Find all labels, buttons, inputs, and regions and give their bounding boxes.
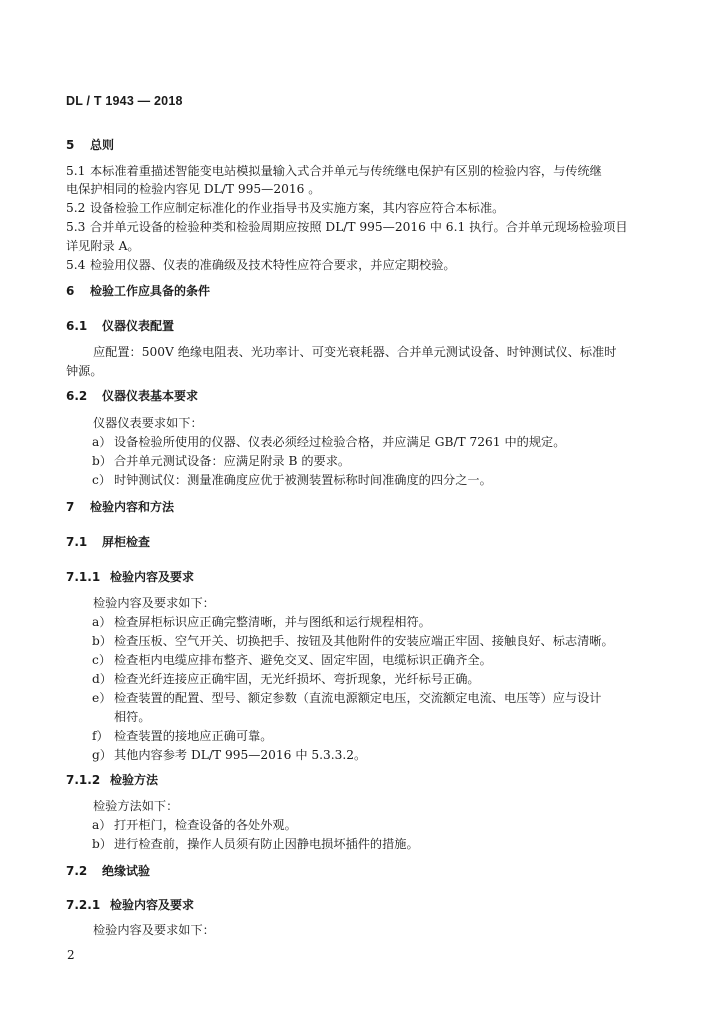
clause-number: 7.2.1 — [66, 898, 101, 912]
list-item — [92, 614, 431, 630]
line-text: 设备检验工作应制定标准化的作业指导书及实施方案，其内容应符合本标准。 — [90, 201, 505, 215]
list-item — [92, 671, 480, 687]
list-marker: c） — [92, 653, 112, 667]
section-heading — [66, 863, 150, 879]
paragraph-line — [93, 415, 203, 431]
paragraph-line — [93, 344, 616, 360]
line-text: 时钟测试仪：测量准确度应优于被测装置标称时间准确度的四分之一。 — [114, 473, 492, 487]
list-marker: b） — [92, 634, 112, 648]
list-marker: g） — [92, 748, 112, 762]
section-heading — [66, 534, 150, 550]
list-marker: a） — [92, 435, 112, 449]
list-marker: a） — [92, 615, 112, 629]
line-text: 仪器仪表要求如下： — [93, 416, 203, 430]
list-item — [92, 652, 492, 668]
section-heading — [66, 388, 198, 404]
line-text: 电保护相同的检验内容见 DL/T 995—2016 。 — [66, 182, 321, 196]
clause-number: 7.2 — [66, 864, 88, 878]
heading-text: 绝缘试验 — [102, 864, 151, 878]
list-marker: c） — [92, 473, 112, 487]
paragraph-line — [66, 219, 628, 235]
line-text: 其他内容参考 DL/T 995—2016 中 5.3.3.2。 — [114, 748, 367, 762]
list-marker: b） — [92, 454, 112, 468]
list-item — [92, 836, 419, 852]
document-header: DL / T 1943 — 2018 — [66, 94, 183, 108]
heading-text: 检验内容及要求 — [110, 570, 195, 584]
line-text: 合并单元测试设备：应满足附录 B 的要求。 — [114, 454, 351, 468]
heading-text: 总则 — [90, 138, 115, 152]
line-text: 检查光纤连接应正确牢固，无光纤损坏、弯折现象，光纤标号正确。 — [114, 672, 480, 686]
section-heading — [66, 283, 210, 299]
paragraph-line — [66, 238, 140, 254]
paragraph-line — [66, 363, 103, 379]
list-item — [92, 747, 366, 763]
clause-number: 6 — [66, 284, 75, 298]
list-marker: e） — [92, 691, 112, 705]
paragraph-line — [93, 798, 178, 814]
line-text: 检验用仪器、仪表的准确级及技术特性应符合要求，并应定期校验。 — [90, 258, 456, 272]
list-marker: d） — [92, 672, 112, 686]
line-text: 钟源。 — [66, 364, 103, 378]
line-text: 详见附录 A。 — [66, 239, 140, 253]
list-marker: b） — [92, 837, 112, 851]
line-text: 本标准着重描述智能变电站模拟量输入式合并单元与传统继电保护有区别的检验内容，与传统继 — [90, 164, 602, 178]
heading-text: 屏柜检查 — [102, 535, 151, 549]
line-text: 合并单元设备的检验种类和检验周期应按照 DL/T 995—2016 中 6.1 执行。合并单元现场检验项目 — [90, 220, 628, 234]
line-text: 应配置：500V 绝缘电阻表、光功率计、可变光衰耗器、合并单元测试设备、时钟测试仪、标准时 — [93, 345, 617, 359]
clause-number: 5.4 — [66, 258, 86, 272]
clause-number: 7.1 — [66, 535, 88, 549]
paragraph-line — [66, 181, 320, 197]
heading-text: 检验内容及要求 — [110, 898, 195, 912]
line-text: 检验内容及要求如下： — [93, 923, 215, 937]
paragraph-line — [66, 200, 504, 216]
clause-number: 5 — [66, 138, 75, 152]
list-item — [92, 690, 602, 706]
section-heading — [66, 569, 194, 585]
section-heading — [66, 499, 174, 515]
section-heading — [66, 897, 194, 913]
paragraph-line — [114, 709, 151, 725]
line-text: 相符。 — [114, 710, 151, 724]
clause-number: 7.1.1 — [66, 570, 101, 584]
line-text: 设备检验所使用的仪器、仪表必须经过检验合格，并应满足 GB/T 7261 中的规定。 — [114, 435, 566, 449]
list-item — [92, 472, 492, 488]
paragraph-line — [93, 595, 215, 611]
heading-text: 检验方法 — [110, 773, 159, 787]
heading-text: 检验内容和方法 — [90, 500, 175, 514]
paragraph-line — [93, 922, 215, 938]
clause-number: 6.1 — [66, 319, 88, 333]
paragraph-line — [66, 163, 602, 179]
line-text: 打开柜门，检查设备的各处外观。 — [114, 818, 297, 832]
line-text: 检验内容及要求如下： — [93, 596, 215, 610]
line-text: 检查装置的配置、型号、额定参数（直流电源额定电压，交流额定电流、电压等）应与设计 — [114, 691, 602, 705]
line-text: 检查装置的接地应正确可靠。 — [114, 729, 273, 743]
section-heading — [66, 318, 174, 334]
list-marker: a） — [92, 818, 112, 832]
list-marker: f） — [92, 729, 109, 743]
list-item — [92, 453, 350, 469]
line-text: 检查压板、空气开关、切换把手、按钮及其他附件的安装应端正牢固、接触良好、标志清晰。 — [114, 634, 614, 648]
page-number: 2 — [67, 948, 75, 962]
clause-number: 5.3 — [66, 220, 86, 234]
list-item — [92, 728, 272, 744]
heading-text: 检验工作应具备的条件 — [90, 284, 211, 298]
paragraph-line — [66, 257, 456, 273]
clause-number: 7 — [66, 500, 75, 514]
clause-number: 6.2 — [66, 389, 88, 403]
clause-number: 5.1 — [66, 164, 86, 178]
section-heading — [66, 772, 158, 788]
list-item — [92, 434, 565, 450]
clause-number: 7.1.2 — [66, 773, 101, 787]
heading-text: 仪器仪表基本要求 — [102, 389, 199, 403]
section-heading — [66, 137, 114, 153]
line-text: 进行检查前，操作人员须有防止因静电损坏插件的措施。 — [114, 837, 419, 851]
line-text: 检查柜内电缆应排布整齐、避免交叉、固定牢固，电缆标识正确齐全。 — [114, 653, 492, 667]
clause-number: 5.2 — [66, 201, 86, 215]
list-item — [92, 817, 297, 833]
list-item — [92, 633, 614, 649]
heading-text: 仪器仪表配置 — [102, 319, 175, 333]
line-text: 检验方法如下： — [93, 799, 179, 813]
line-text: 检查屏柜标识应正确完整清晰，并与图纸和运行规程相符。 — [114, 615, 431, 629]
